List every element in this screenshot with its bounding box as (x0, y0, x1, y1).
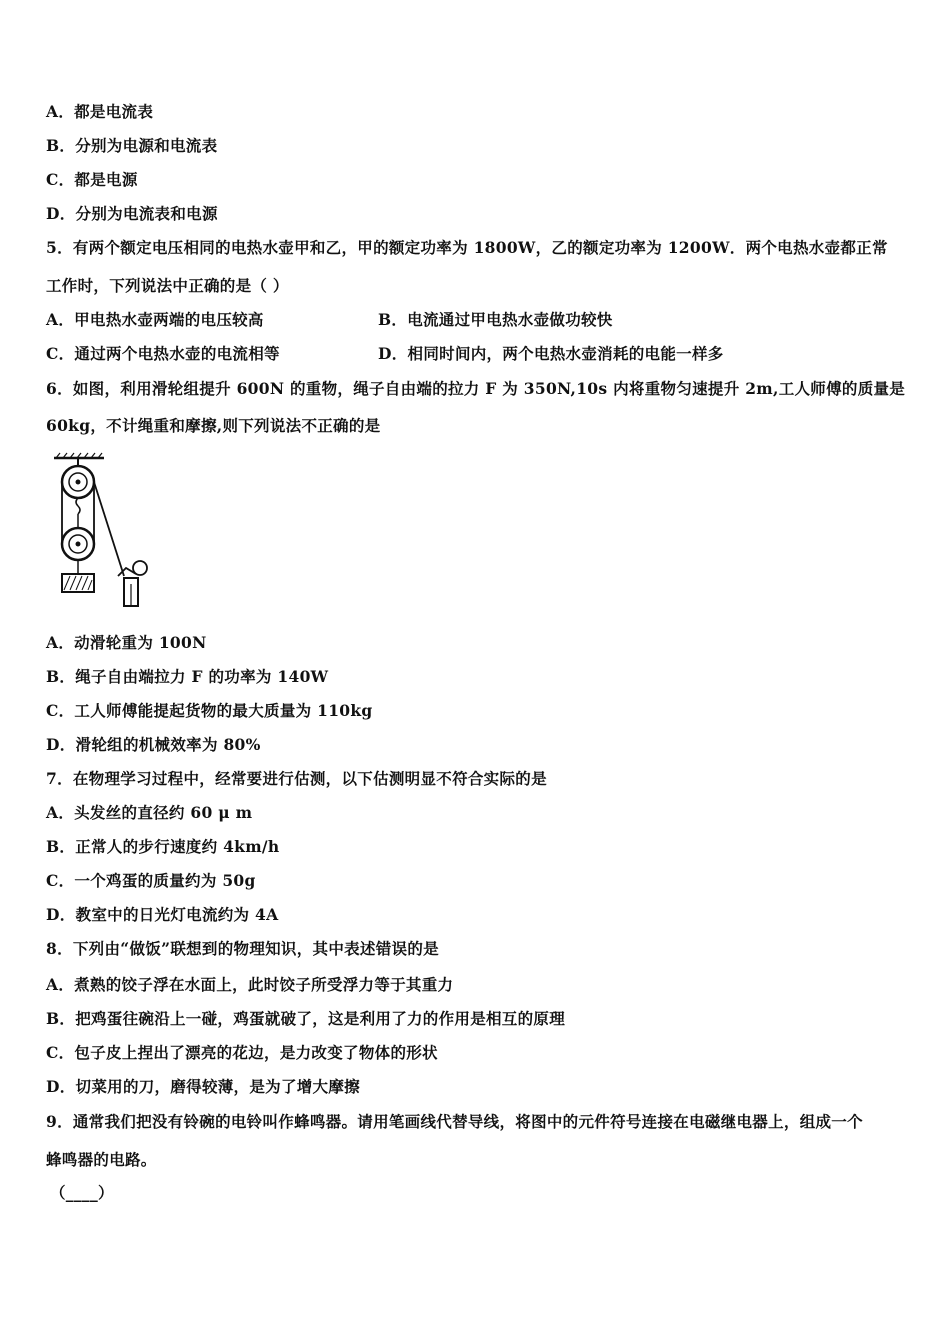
q4-option-a: A．都是电流表 (46, 102, 154, 121)
q6-option-a: A．动滑轮重为 100N (46, 633, 207, 652)
q8-option-d: D．切菜用的刀，磨得较薄，是为了增大摩擦 (46, 1077, 360, 1096)
q5-option-c: C．通过两个电热水壶的电流相等 (46, 344, 280, 363)
q9-stem-line-1: 9．通常我们把没有铃碗的电铃叫作蜂鸣器。请用笔画线代替导线，将图中的元件符号连接在电磁继电器上，组成一个 (46, 1112, 863, 1131)
pulley-system-icon (52, 452, 156, 608)
q7-option-d: D．教室中的日光灯电流约为 4A (46, 905, 279, 924)
q9-answer-blank[interactable]: （____） (50, 1183, 114, 1202)
pulley-system-figure (52, 452, 156, 608)
q9-stem-line-2: 蜂鸣器的电路。 (46, 1150, 157, 1169)
q5-option-a: A．甲电热水壶两端的电压较高 (46, 310, 264, 329)
q6-option-d: D．滑轮组的机械效率为 80% (46, 735, 261, 754)
q7-stem: 7．在物理学习过程中，经常要进行估测，以下估测明显不符合实际的是 (46, 769, 547, 788)
q7-option-a: A．头发丝的直径约 60 μ m (46, 803, 253, 822)
q7-option-b: B．正常人的步行速度约 4km/h (46, 837, 280, 856)
q4-option-d: D．分别为电流表和电源 (46, 204, 218, 223)
q4-option-b: B．分别为电源和电流表 (46, 136, 218, 155)
q5-stem-line-1: 5．有两个额定电压相同的电热水壶甲和乙，甲的额定功率为 1800W，乙的额定功率为 1200W．两个电热水壶都正常 (46, 238, 888, 257)
q8-option-c: C．包子皮上捏出了漂亮的花边，是力改变了物体的形状 (46, 1043, 438, 1062)
q6-stem-line-2: 60kg，不计绳重和摩擦,则下列说法不正确的是 (46, 416, 381, 435)
q8-option-b: B．把鸡蛋往碗沿上一碰，鸡蛋就破了，这是利用了力的作用是相互的原理 (46, 1009, 566, 1028)
q8-stem: 8．下列由“做饭”联想到的物理知识，其中表述错误的是 (46, 939, 439, 958)
q6-option-c: C．工人师傅能提起货物的最大质量为 110kg (46, 701, 373, 720)
q4-option-c: C．都是电源 (46, 170, 138, 189)
q8-option-a: A．煮熟的饺子浮在水面上，此时饺子所受浮力等于其重力 (46, 975, 454, 994)
q6-stem-line-1: 6．如图，利用滑轮组提升 600N 的重物，绳子自由端的拉力 F 为 350N,10s 内将重物匀速提升 2m,工人师傅的质量是 (46, 379, 906, 398)
q5-option-d: D．相同时间内，两个电热水壶消耗的电能一样多 (378, 344, 724, 363)
q6-option-b: B．绳子自由端拉力 F 的功率为 140W (46, 667, 329, 686)
q7-option-c: C．一个鸡蛋的质量约为 50g (46, 871, 256, 890)
q5-stem-line-2: 工作时，下列说法中正确的是（ ） (46, 276, 289, 295)
q5-option-b: B．电流通过甲电热水壶做功较快 (378, 310, 613, 329)
